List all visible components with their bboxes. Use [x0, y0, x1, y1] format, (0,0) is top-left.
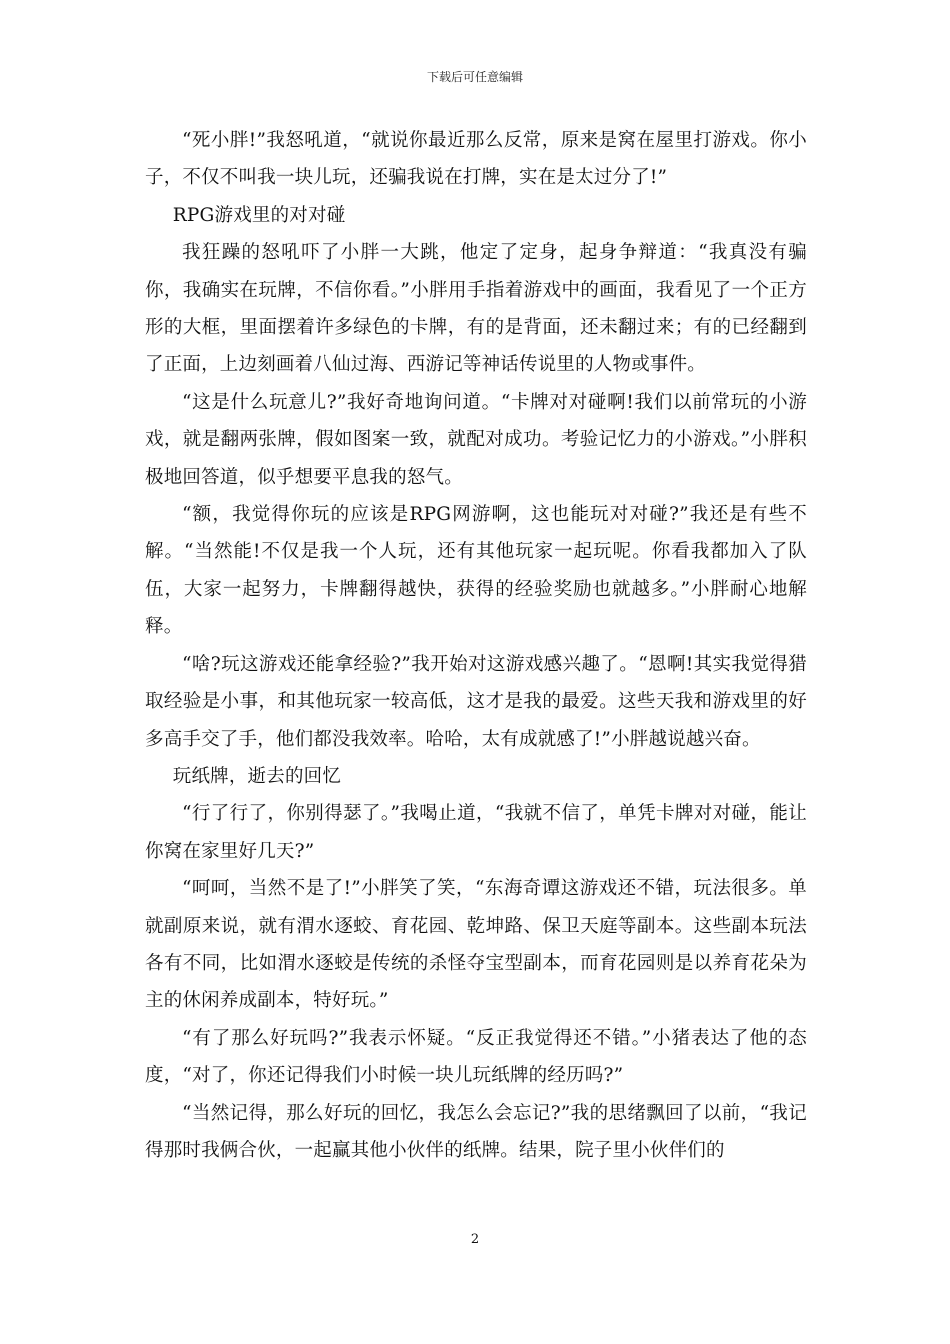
- paragraph: “死小胖!”我怒吼道，“就说你最近那么反常，原来是窝在屋里打游戏。你小子，不仅不叫我一块儿玩，还骗我说在打牌，实在是太过分了!”: [145, 130, 807, 189]
- paragraph: “当然记得，那么好玩的回忆，我怎么会忘记?”我的思绪飘回了以前，“我记得那时我俩合伙，一起赢其他小伙伴的纸牌。结果，院子里小伙伴们的: [145, 1102, 807, 1161]
- paragraph: 我狂躁的怒吼吓了小胖一大跳，他定了定身，起身争辩道：“我真没有骗你，我确实在玩牌，不信你看。”小胖用手指着游戏中的画面，我看见了一个正方形的大框，里面摆着许多绿色的卡牌，有的是背面，还未翻过来；有的已经翻到了正面，上边刻画着八仙过海、西游记等神话传说里的人物或事件。: [145, 242, 807, 376]
- paragraph: “啥?玩这游戏还能拿经验?”我开始对这游戏感兴趣了。“恩啊!其实我觉得猎取经验是小事，和其他玩家一较高低，这才是我的最爱。这些天我和游戏里的好多高手交了手，他们都没我效率。哈哈，太有成就感了!”小胖越说越兴奋。: [145, 653, 807, 750]
- paragraph: “呵呵，当然不是了!”小胖笑了笑，“东海奇谭这游戏还不错，玩法很多。单就副原来说，就有渭水逐蛟、育花园、乾坤路、保卫天庭等副本。这些副本玩法各有不同，比如渭水逐蛟是传统的杀怪夺宝型副本，而育花园则是以养育花朵为主的休闲养成副本，特好玩。”: [145, 878, 807, 1012]
- paragraph: “额，我觉得你玩的应该是RPG网游啊，这也能玩对对碰?”我还是有些不解。“当然能!不仅是我一个人玩，还有其他玩家一起玩呢。你看我都加入了队伍，大家一起努力，卡牌翻得越快，获得的经验奖励也就越多。”小胖耐心地解释。: [145, 504, 807, 638]
- paragraph: “行了行了，你别得瑟了。”我喝止道，“我就不信了，单凭卡牌对对碰，能让你窝在家里好几天?”: [145, 803, 807, 862]
- section-heading: 玩纸牌，逝去的回忆: [172, 765, 342, 787]
- page-header: 下载后可任意编辑: [426, 70, 523, 84]
- document-body: [145, 122, 807, 1169]
- section-heading: RPG游戏里的对对碰: [172, 204, 346, 226]
- paragraph: “有了那么好玩吗?”我表示怀疑。“反正我觉得还不错。”小猪表达了他的态度，“对了，你还记得我们小时候一块儿玩纸牌的经历吗?”: [145, 1027, 807, 1087]
- page-number: 2: [470, 1232, 480, 1247]
- paragraph: “这是什么玩意儿?”我好奇地询问道。“卡牌对对碰啊!我们以前常玩的小游戏，就是翻两张牌，假如图案一致，就配对成功。考验记忆力的小游戏。”小胖积极地回答道，似乎想要平息我的怒气。: [145, 391, 807, 488]
